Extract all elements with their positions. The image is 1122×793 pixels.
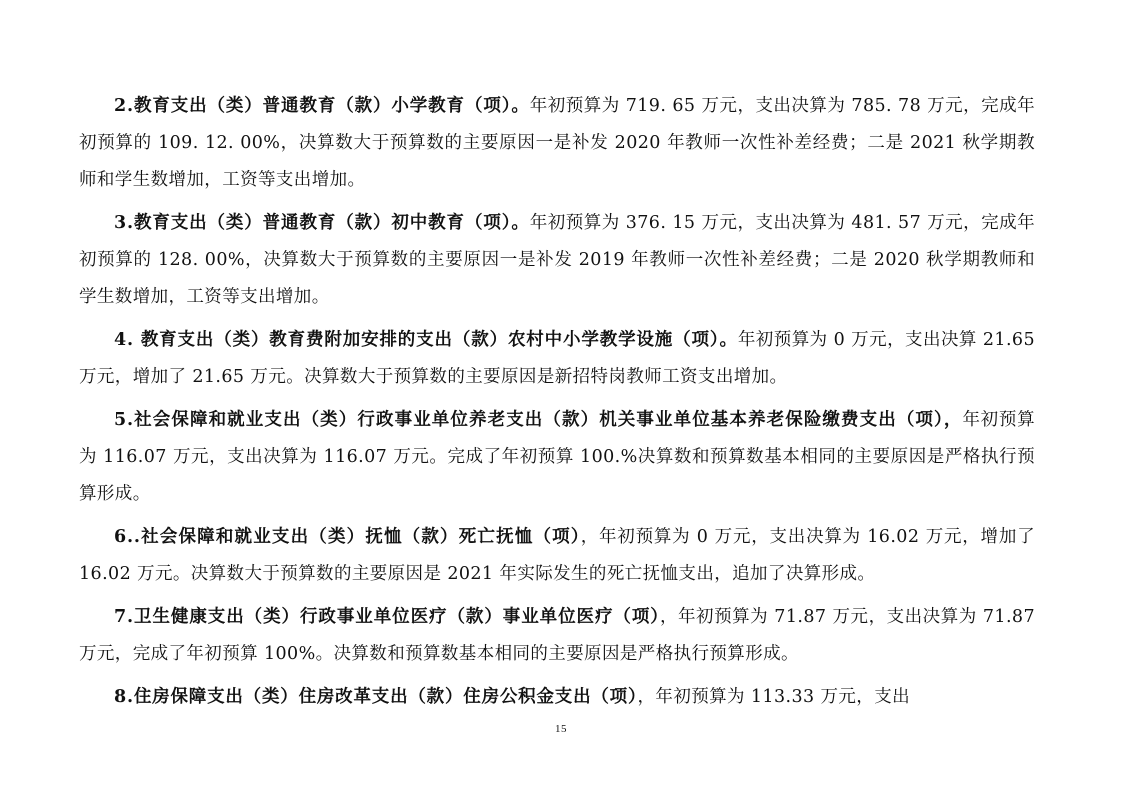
paragraph-body: 年初预算为 376. 15 万元，支出决算为 481. 57 万元，完成年初预算的 128. 00%，决算数大于预算数的主要原因一是补发 2019 年教师一次性补差经费；二是 2020 秋学期教师和学生数增加，工资等支出增加。 bbox=[79, 213, 1036, 307]
paragraph-body: 年初预算为 719. 65 万元，支出决算为 785. 78 万元，完成年初预算的 109. 12. 00%，决算数大于预算数的主要原因一是补发 2020 年教师一次性补差经费；二是 2021 秋学期教师和学生数增加，工资等支出增加。 bbox=[79, 96, 1036, 190]
paragraph-body: 年初预算为 116.07 万元，支出决算为 116.07 万元。完成了年初预算 100.%决算数和预算数基本相同的主要原因是严格执行预算形成。 bbox=[79, 410, 1035, 504]
paragraph-body: 年初预算为 0 万元，支出决算 21.65 万元，增加了 21.65 万元。决算数大于预算数的主要原因是新招特岗教师工资支出增加。 bbox=[79, 330, 1035, 387]
paragraph-body: ，年初预算为 0 万元，支出决算为 16.02 万元，增加了 16.02 万元。决算数大于预算数的主要原因是 2021 年实际发生的死亡抚恤支出，追加了决算形成。 bbox=[79, 527, 1035, 584]
paragraph-heading: 8.住房保障支出（类）住房改革支出（款）住房公积金支出（项） bbox=[114, 687, 638, 707]
paragraph-item-6 bbox=[79, 519, 1035, 593]
paragraph-item-5 bbox=[79, 402, 1035, 513]
paragraph-item-4 bbox=[79, 322, 1035, 396]
paragraph-item-8 bbox=[79, 679, 1035, 716]
paragraph-item-2 bbox=[79, 88, 1035, 199]
page-number: 15 bbox=[555, 723, 567, 735]
paragraph-heading: 7.卫生健康支出（类）行政事业单位医疗（款）事业单位医疗（项） bbox=[114, 607, 660, 627]
paragraph-item-7 bbox=[79, 599, 1035, 673]
paragraph-heading: 3.教育支出（类）普通教育（款）初中教育（项）。 bbox=[114, 213, 530, 233]
paragraph-body: ，年初预算为 113.33 万元，支出 bbox=[637, 687, 910, 707]
paragraph-heading: 6..社会保障和就业支出（类）抚恤（款）死亡抚恤（项） bbox=[114, 527, 581, 547]
paragraph-body: ，年初预算为 71.87 万元，支出决算为 71.87 万元，完成了年初预算 100%。决算数和预算数基本相同的主要原因是严格执行预算形成。 bbox=[79, 607, 1035, 664]
paragraph-heading: 5.社会保障和就业支出（类）行政事业单位养老支出（款）机关事业单位基本养老保险缴费支出（项）， bbox=[114, 410, 963, 430]
body-text bbox=[79, 88, 1035, 716]
paragraph-item-3 bbox=[79, 205, 1035, 316]
paragraph-heading: 2.教育支出（类）普通教育（款）小学教育（项）。 bbox=[114, 96, 530, 116]
paragraph-heading: 4. 教育支出（类）教育费附加安排的支出（款）农村中小学教学设施（项）。 bbox=[114, 330, 738, 350]
